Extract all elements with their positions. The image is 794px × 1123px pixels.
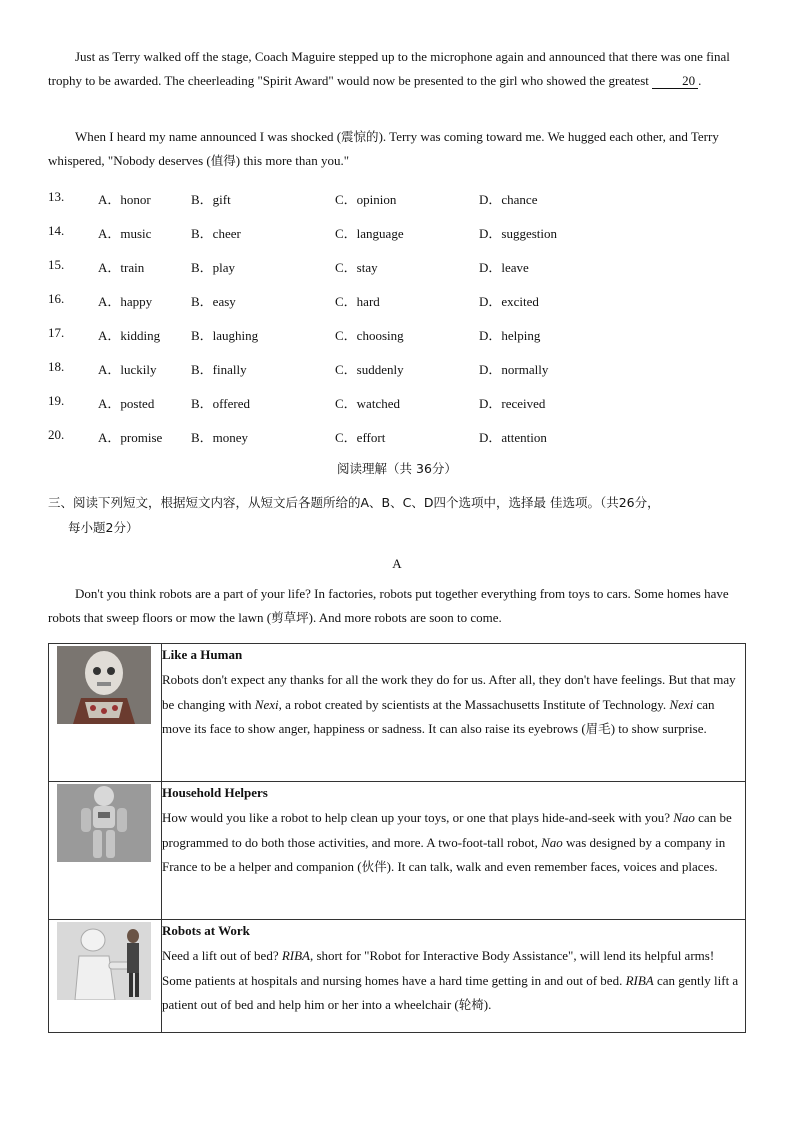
robot-description: Need a lift out of bed? RIBA, short for "Robot for Interactive Body Assistance", will lend its helpful arms! Some patients at hospitals and nursing homes have a hard time getting in and out of bed. RIBA can gently lift a patient out of bed and help him or her into a wheelchair (轮椅).	[162, 948, 739, 1012]
question-number: 20.	[48, 427, 65, 442]
robot-image-cell	[49, 920, 162, 1033]
option-c: C．hard	[335, 294, 380, 309]
option-d: D．helping	[479, 328, 541, 343]
robot-text-cell	[162, 920, 746, 1033]
question-row	[48, 325, 748, 343]
option-c: C．opinion	[335, 192, 397, 207]
question-number: 18.	[48, 359, 65, 374]
option-a: A．luckily	[98, 362, 157, 377]
option-a: A．promise	[98, 430, 163, 445]
robot-image-cell	[49, 644, 162, 782]
option-c: C．language	[335, 226, 404, 241]
option-d: D．attention	[479, 430, 547, 445]
nao-robot-image	[57, 784, 151, 862]
question-number: 16.	[48, 291, 65, 306]
option-b: B．finally	[191, 362, 247, 377]
robots-table	[48, 643, 746, 1033]
option-d: D．normally	[479, 362, 549, 377]
riba-robot-image	[57, 922, 151, 1000]
question-number: 19.	[48, 393, 65, 408]
riba-robot-icon	[57, 922, 151, 1000]
robot-description: Robots don't expect any thanks for all the work they do for us. After all, they don't have feelings. But that may be changing with Nexi, a robot created by scientists at the Massachusetts Institute of Technology. Nexi can move its face to show anger, happiness or sadness. It can also raise its eyebrows (眉毛) to show surprise.	[162, 672, 736, 736]
option-d: D．chance	[479, 192, 538, 207]
nao-robot-icon	[57, 784, 151, 862]
question-row	[48, 393, 748, 411]
robot-row-robots-at-work	[49, 920, 746, 1033]
option-a: A．train	[98, 260, 145, 275]
question-row	[48, 359, 748, 377]
option-b: B．offered	[191, 396, 250, 411]
option-b: B．cheer	[191, 226, 241, 241]
option-d: D．leave	[479, 260, 529, 275]
passage-intro: Don't you think robots are a part of your life? In factories, robots put together everything from toys to cars. Some homes have robots that sweep floors or mow the lawn (剪草坪). And more robots are soon to come.	[48, 586, 729, 625]
robot-row-like-a-human	[49, 644, 746, 782]
option-d: D．excited	[479, 294, 539, 309]
question-row	[48, 427, 748, 445]
option-c: C．stay	[335, 260, 378, 275]
question-number: 15.	[48, 257, 65, 272]
question-row	[48, 291, 748, 309]
question-row	[48, 223, 748, 241]
option-d: D．received	[479, 396, 546, 411]
question-number: 17.	[48, 325, 65, 340]
passage-label: A	[392, 556, 402, 571]
option-c: C．effort	[335, 430, 386, 445]
nexi-robot-image	[57, 646, 151, 724]
option-c: C．suddenly	[335, 362, 404, 377]
section-title: 阅读理解（共 36分）	[337, 461, 457, 476]
question-row	[48, 257, 748, 275]
option-a: A．music	[98, 226, 152, 241]
question-row	[48, 189, 748, 207]
option-a: A．kidding	[98, 328, 161, 343]
question-number: 14.	[48, 223, 65, 238]
option-b: B．gift	[191, 192, 231, 207]
robot-text-cell	[162, 644, 746, 782]
robot-text-cell	[162, 782, 746, 920]
robot-heading: Robots at Work	[162, 923, 250, 938]
robot-description: How would you like a robot to help clean up your toys, or one that plays hide-and-seek with you? Nao can be programmed to do both those activities, and more. A two-foot-tall robot, Nao was designed by a company in France to be a helper and companion (伙伴). It can talk, walk and even remember faces, voices and places.	[162, 810, 732, 874]
robot-image-cell	[49, 782, 162, 920]
option-b: B．money	[191, 430, 249, 445]
option-d: D．suggestion	[479, 226, 558, 241]
option-c: C．choosing	[335, 328, 404, 343]
instruction-line-1: 三、阅读下列短文，根据短文内容，从短文后各题所给的A、B、C、D四个选项中，选择最 佳选项。（共26分，	[48, 495, 660, 510]
instruction-line-2: 每小题2分）	[68, 520, 139, 535]
robot-heading: Household Helpers	[162, 785, 268, 800]
option-a: A．happy	[98, 294, 153, 309]
option-b: B．laughing	[191, 328, 259, 343]
passage-paragraph-1: Just as Terry walked off the stage, Coach Maguire stepped up to the microphone again and announced that there was one final trophy to be awarded. The cheerleading "Spirit Award" would now be presented to the girl who showed the greatest 20 .	[48, 49, 730, 88]
passage-paragraph-2: When I heard my name announced I was shocked (震惊的). Terry was coming toward me. We hugged each other, and Terry whispered, "Nobody deserves (值得) this more than you."	[48, 129, 719, 168]
nexi-robot-icon	[57, 646, 151, 724]
question-number: 13.	[48, 189, 65, 204]
option-a: A．posted	[98, 396, 155, 411]
option-a: A．honor	[98, 192, 151, 207]
option-c: C．watched	[335, 396, 400, 411]
option-b: B．easy	[191, 294, 236, 309]
robot-row-household-helpers	[49, 782, 746, 920]
blank-20: 20	[652, 73, 698, 89]
option-b: B．play	[191, 260, 236, 275]
robot-heading: Like a Human	[162, 647, 243, 662]
